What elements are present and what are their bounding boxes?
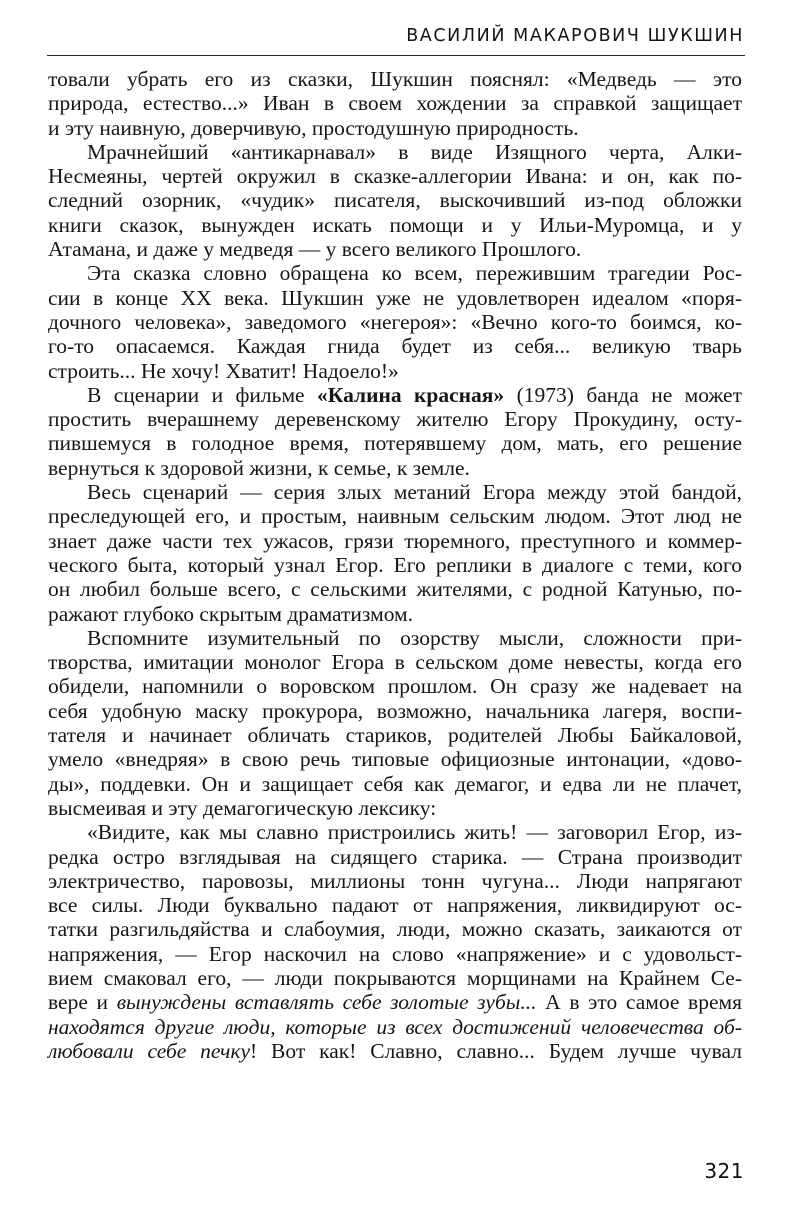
text-line: он любил больше всего, с сельскими жителями, с родной Катунью, по-: [48, 577, 742, 602]
text-line: ды», поддевки. Он и защищает себя как демагог, и едва ли не плачет,: [48, 771, 742, 796]
italic-run: вынуждены вставлять себе золотые зубы...: [116, 990, 537, 1015]
text-line: [48, 383, 742, 407]
text-line: книги сказок, вынужден искать помощи и у Ильи-Муромца, и у: [48, 212, 742, 237]
text-line: дочного человека», заведомого «негероя»: «Вечно кого-то боимся, ко-: [48, 309, 742, 334]
body-text: [48, 67, 742, 1063]
text-run: В сценарии и фильме: [87, 382, 318, 407]
text-line: сии в конце XX века. Шукшин уже не удовлетворен идеалом «поря-: [48, 285, 742, 310]
text-run: вере и: [48, 990, 117, 1015]
text-line: следний озорник, «чудик» писателя, выскочивший из-под обложки: [48, 188, 742, 213]
text-line: все силы. Люди буквально падают от напряжения, ликвидируют ос-: [48, 893, 742, 918]
text-line: товали убрать его из сказки, Шукшин пояснял: «Медведь — это: [48, 67, 742, 91]
text-line: Несмеяны, чертей окружил в сказке-аллегории Ивана: и он, как по-: [48, 164, 742, 189]
running-head: ВАСИЛИЙ МАКАРОВИЧ ШУКШИН: [406, 26, 744, 46]
text-line: электричество, паровозы, миллионы тонн чугуна... Люди напрягают: [48, 868, 742, 893]
text-line: тателя и начинает обличать стариков, родителей Любы Байкаловой,: [48, 723, 742, 748]
text-line: го-то опасаемся. Каждая гнида будет из себя... великую тварь: [48, 334, 742, 359]
text-line: [48, 990, 742, 1014]
text-run: А в это самое время: [536, 990, 742, 1015]
text-line: обидели, напомнили о воровском прошлом. Он сразу же надевает на: [48, 674, 742, 699]
text-line: преследующей его, и простым, наивным сельским людом. Этот люд не: [48, 504, 742, 529]
text-line: и эту наивную, доверчивую, простодушную природность.: [48, 115, 579, 140]
text-line: знает даже части тех ужасов, грязи тюремного, преступного и коммер-: [48, 528, 742, 553]
page-number: 321: [704, 1159, 744, 1183]
text-line: высмеивая и эту демагогическую лексику:: [48, 795, 437, 820]
italic-run: находятся другие люди, которые из всех достижений человечества об-: [48, 1014, 742, 1039]
text-run: ! Вот как! Славно, славно... Будем лучше чувал: [250, 1038, 742, 1063]
header-rule: [47, 55, 745, 56]
text-line: ражают глубоко скрытым драматизмом.: [48, 601, 414, 626]
text-line: Мрачнейший «антикарнавал» в виде Изящного черта, Алки-: [87, 139, 742, 164]
text-line: татки разгильдяйства и слабоумия, люди, можно сказать, заикаются от: [48, 917, 742, 942]
text-line: Вспомните изумительный по озорству мысли, сложности при-: [87, 625, 742, 650]
text-line: Атамана, и даже у медведя — у всего великого Прошлого.: [48, 237, 582, 262]
text-line: «Видите, как мы славно пристроились жить! — заговорил Егор, из-: [87, 820, 742, 845]
text-line: ческого быта, который узнал Егор. Его реплики в диалоге с теми, кого: [48, 552, 742, 577]
text-line: напряжения, — Егор наскочил на слово «напряжение» и с удовольст-: [48, 941, 742, 966]
film-title: «Калина красная»: [317, 382, 505, 407]
text-line: пившемуся в голодное время, потерявшему дом, мать, его решение: [48, 431, 742, 456]
text-line: природа, естество...» Иван в своем хождении за справкой защищает: [48, 91, 742, 116]
text-line: вием смаковал его, — люди покрываются морщинами на Крайнем Се-: [48, 965, 742, 990]
text-line: Весь сценарий — серия злых метаний Егора между этой бандой,: [87, 480, 742, 505]
text-line: себя удобную маску прокурора, возможно, начальника лагеря, воспи-: [48, 698, 742, 723]
text-run: (1973) банда не может: [504, 382, 742, 407]
text-line: Эта сказка словно обращена ко всем, пережившим трагедии Рос-: [87, 261, 742, 286]
text-line: [48, 1039, 742, 1063]
italic-run: любовали себе печку: [48, 1038, 251, 1063]
text-line: простить вчерашнему деревенскому жителю Егору Прокудину, осту-: [48, 407, 742, 432]
text-line: редка остро взглядывая на сидящего старика. — Страна производит: [48, 844, 742, 869]
text-line: [48, 1015, 742, 1039]
text-line: строить... Не хочу! Хватит! Надоело!»: [48, 358, 399, 383]
text-line: умело «внедряя» в свою речь типовые официозные интонации, «дово-: [48, 747, 742, 772]
text-line: вернуться к здоровой жизни, к семье, к земле.: [48, 455, 470, 480]
text-line: творства, имитации монолог Егора в сельском доме невесты, когда его: [48, 650, 742, 675]
